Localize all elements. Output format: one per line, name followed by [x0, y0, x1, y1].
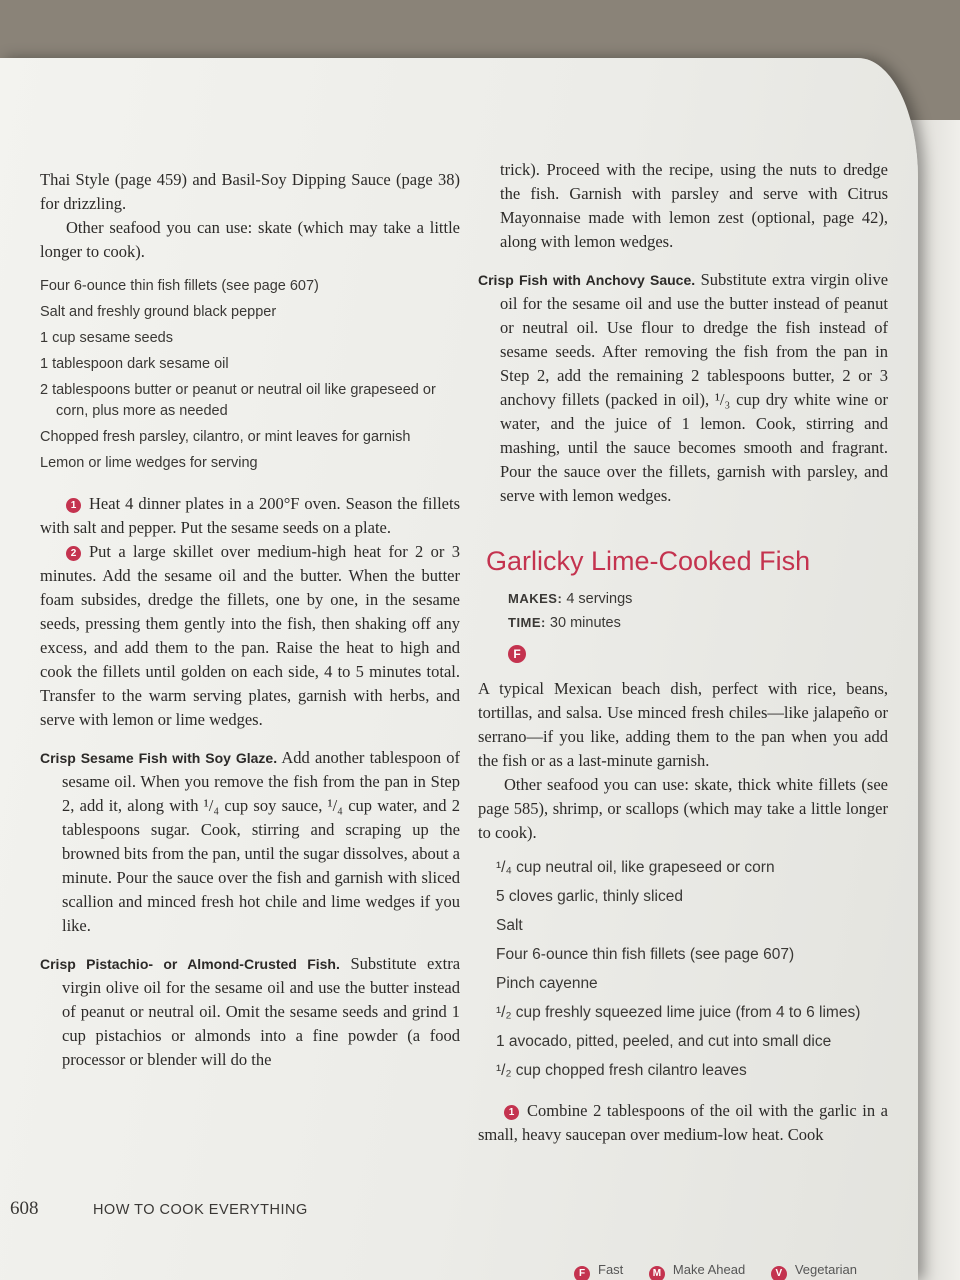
step-number-badge: 1 [66, 498, 81, 513]
ingredient-item: Four 6-ounce thin fish fillets (see page 607) [40, 278, 319, 294]
legend-item-fast [574, 1262, 623, 1277]
legend-label: Make Ahead [672, 1262, 746, 1277]
make-ahead-icon: M [649, 1266, 665, 1280]
variation-anchovy-sauce [478, 268, 888, 508]
ingredient-item: Lemon or lime wedges for serving [40, 455, 258, 471]
step-1 [40, 492, 460, 540]
variation-soy-glaze [40, 746, 460, 938]
ingredient-item: Chopped fresh parsley, cilantro, or mint leaves for garnish [40, 429, 411, 445]
makes-value: 4 servings [566, 591, 633, 607]
ingredient-item: ¹/₂ cup freshly squeezed lime juice (from 4 to 6 limes) [496, 1004, 861, 1021]
ingredient-item: 1 tablespoon dark sesame oil [40, 356, 229, 372]
recipe-title: Garlicky Lime-Cooked Fish [486, 546, 811, 576]
time-value: 30 minutes [549, 615, 621, 631]
makes-line [508, 591, 888, 607]
ingredient-item: Salt and freshly ground black pepper [40, 304, 277, 320]
time-line [508, 615, 888, 631]
ingredient-list [40, 276, 460, 474]
ingredient-item: 2 tablespoons butter or peanut or neutral oil like grapeseed or corn, plus more as needed [40, 382, 436, 419]
fast-icon: F [574, 1266, 590, 1280]
vegetarian-icon: V [771, 1266, 787, 1280]
seafood-note: Other seafood you can use: skate (which may take a little longer to cook). [40, 218, 460, 261]
ingredient-item: Pinch cayenne [496, 975, 598, 992]
step-text: Put a large skillet over medium-high heat for 2 or 3 minutes. Add the sesame oil and the butter. When the butter foam subsides, dredge the fillets, one by one, in the sesame seeds, pressing them gently into the fish, then shaking off any excess, and add them to the pan. Raise the heat to high and cook the fillets until golden on each side, 4 to 5 minutes total. Transfer to the warm serving plates, garnish with herbs, and serve with lemon or lime wedges. [40, 542, 460, 729]
time-label: TIME: [508, 615, 546, 630]
step-number-badge: 2 [66, 546, 81, 561]
variation-title: Crisp Pistachio- or Almond-Crusted Fish. [40, 956, 340, 972]
book-page [0, 58, 918, 1280]
variation-text: Substitute extra virgin olive oil for the sesame oil and use the butter instead of peanut or neutral oil. Use flour to dredge the fish instead of sesame seeds. After removing the fish from the pan in Step 2, add the remaining 2 tablespoons butter, 2 or 3 anchovy fillets (packed in oil), ¹/₃ cup dry white wine or water, and the juice of 1 lemon. Cook, stirring and mashing, until the sauce becomes smooth and fragrant. Pour the sauce over the fillets, garnish with parsley, and serve with lemon wedges. [500, 270, 889, 505]
variation-title: Crisp Fish with Anchovy Sauce. [478, 272, 696, 288]
seafood-note: Other seafood you can use: skate, thick white fillets (see page 585), shrimp, or scallops (which may take a little longer to cook). [478, 775, 888, 842]
intro-paragraph: Thai Style (page 459) and Basil-Soy Dipping Sauce (page 38) for drizzling. [40, 170, 460, 213]
variation-nut-crusted [40, 952, 460, 1072]
continuation-paragraph: trick). Proceed with the recipe, using the nuts to dredge the fish. Garnish with parsley and serve with Citrus Mayonnaise made with lemon zest (optional, page 42), along with lemon wedges. [500, 160, 888, 251]
step-2 [40, 540, 460, 732]
icon-legend [574, 1262, 879, 1280]
left-column [40, 168, 460, 1072]
legend-label: Fast [598, 1262, 624, 1277]
legend-item-make-ahead [649, 1262, 745, 1277]
fast-badge-icon: F [508, 645, 526, 663]
ingredient-item: 1 avocado, pitted, peeled, and cut into small dice [496, 1033, 832, 1050]
ingredient-item: 5 cloves garlic, thinly sliced [496, 888, 683, 905]
ingredient-item: ¹/₄ cup neutral oil, like grapeseed or corn [496, 859, 775, 876]
page-number: 608 [10, 1198, 39, 1219]
page-footer [10, 1198, 308, 1220]
step-number-badge: 1 [504, 1105, 519, 1120]
recipe-intro: A typical Mexican beach dish, perfect with rice, beans, tortillas, and salsa. Use minced fresh chiles—like jalapeño or serrano—if you like, adding them to the pan when you add the fish or as a last-minute garnish. [478, 679, 888, 770]
legend-item-vegetarian [771, 1262, 857, 1277]
variation-title: Crisp Sesame Fish with Soy Glaze. [40, 750, 278, 766]
step-1 [478, 1099, 888, 1147]
step-text: Heat 4 dinner plates in a 200°F oven. Season the fillets with salt and pepper. Put the sesame seeds on a plate. [40, 494, 460, 537]
legend-label: Vegetarian [794, 1262, 857, 1277]
right-column [478, 158, 888, 1147]
ingredient-item: Salt [496, 917, 523, 934]
book-title: HOW TO COOK EVERYTHING [92, 1202, 308, 1218]
step-text: Combine 2 tablespoons of the oil with the garlic in a small, heavy saucepan over medium-low heat. Cook [478, 1101, 888, 1144]
variation-text: Add another tablespoon of sesame oil. When you remove the fish from the pan in Step 2, add it, along with ¹/₄ cup soy sauce, ¹/₄ cup water, and 2 tablespoons sugar. Cook, stirring and scraping up the browned bits from the pan, until the sugar dissolves, about a minute. Pour the sauce over the fish and garnish with sliced scallion and minced fresh hot chile and lime wedges if you like. [62, 748, 460, 935]
makes-label: MAKES: [508, 591, 563, 606]
ingredient-item: Four 6-ounce thin fish fillets (see page 607) [496, 946, 795, 963]
ingredient-item: ¹/₂ cup chopped fresh cilantro leaves [496, 1062, 747, 1079]
ingredient-item: 1 cup sesame seeds [40, 330, 173, 346]
ingredient-list [496, 857, 888, 1081]
variation-text: Substitute extra virgin olive oil for the sesame oil and use the butter instead of peanut or neutral oil. Omit the sesame seeds and grind 1 cup pistachios or almonds into a fine powder (a food processor or blender will do the [62, 954, 461, 1069]
